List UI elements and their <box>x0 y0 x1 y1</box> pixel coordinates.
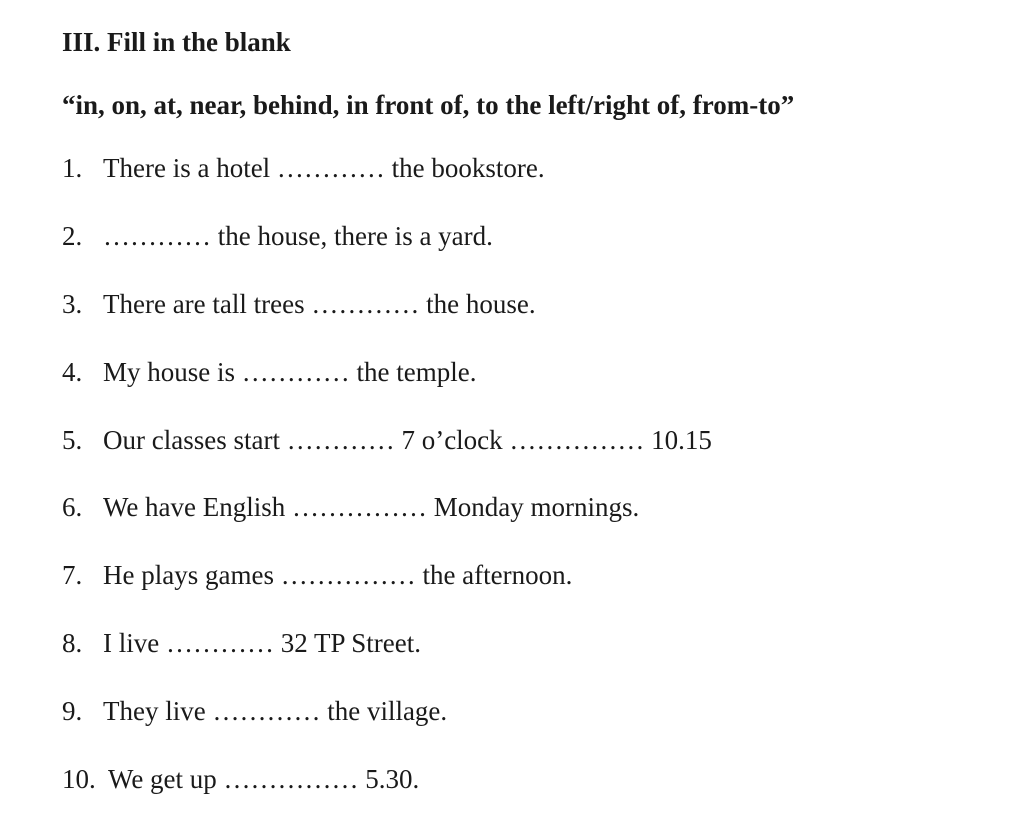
exercise-item-1 <box>62 152 712 220</box>
exercise-item-3 <box>62 288 712 356</box>
exercise-sentence: We get up …………… 5.30. <box>108 764 420 795</box>
exercise-number: 7. <box>62 560 83 591</box>
exercise-item-9 <box>62 695 712 763</box>
section-heading: III. Fill in the blank <box>62 27 291 57</box>
exercise-number: 10. <box>62 764 96 795</box>
exercise-item-5 <box>62 424 712 492</box>
exercise-sentence: They live ………… the village. <box>103 696 448 727</box>
exercise-number: 2. <box>62 220 83 251</box>
exercise-number: 5. <box>62 424 83 455</box>
exercise-sentence: Our classes start ………… 7 o’clock …………… 10.15 <box>103 424 712 455</box>
exercise-list <box>62 152 712 831</box>
exercise-item-8 <box>62 627 712 695</box>
exercise-number: 1. <box>62 153 83 183</box>
exercise-item-2 <box>62 220 712 288</box>
exercise-number: 8. <box>62 628 83 659</box>
exercise-number: 3. <box>62 288 83 319</box>
exercise-item-10 <box>62 763 712 831</box>
exercise-item-4 <box>62 356 712 424</box>
exercise-sentence: We have English …………… Monday mornings. <box>103 492 640 523</box>
exercise-number: 9. <box>62 696 83 727</box>
exercise-sentence: I live ………… 32 TP Street. <box>103 628 421 659</box>
exercise-number: 4. <box>62 356 83 387</box>
exercise-sentence: ………… the house, there is a yard. <box>103 220 493 251</box>
exercise-number: 6. <box>62 492 83 523</box>
exercise-sentence: My house is ………… the temple. <box>103 356 477 387</box>
exercise-item-6 <box>62 491 712 559</box>
exercise-sentence: There are tall trees ………… the house. <box>103 288 536 319</box>
exercise-item-7 <box>62 559 712 627</box>
worksheet-page <box>62 0 1002 809</box>
exercise-sentence: He plays games …………… the afternoon. <box>103 560 573 591</box>
preposition-word-bank: “in, on, at, near, behind, in front of, to the left/right of, from-to” <box>62 90 795 120</box>
exercise-sentence: There is a hotel ………… the bookstore. <box>103 153 545 183</box>
